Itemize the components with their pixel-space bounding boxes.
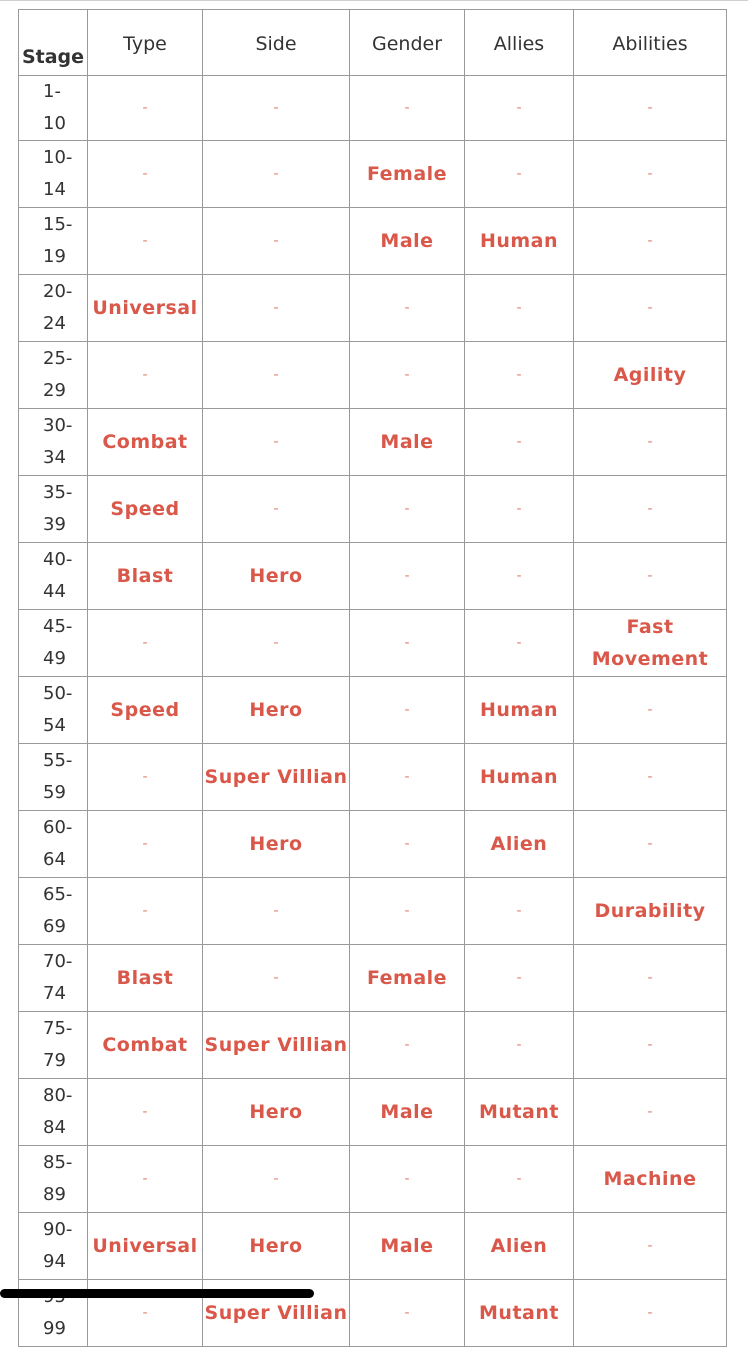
table-row	[19, 878, 727, 945]
side-cell: -	[203, 1146, 350, 1213]
allies-cell: -	[465, 476, 574, 543]
gender-cell: Male	[350, 1213, 465, 1280]
table-row	[19, 1213, 727, 1280]
gender-cell: Male	[350, 1079, 465, 1146]
table-row	[19, 208, 727, 275]
abilities-cell: -	[574, 1213, 727, 1280]
type-cell: Speed	[88, 677, 203, 744]
gender-cell: -	[350, 342, 465, 409]
allies-cell: -	[465, 275, 574, 342]
stage-cell: 40-44	[19, 543, 88, 610]
table-row	[19, 141, 727, 208]
type-cell: -	[88, 342, 203, 409]
gender-cell: -	[350, 677, 465, 744]
gender-cell: -	[350, 1012, 465, 1079]
table-row	[19, 1146, 727, 1213]
abilities-cell: -	[574, 76, 727, 141]
type-cell: Blast	[88, 945, 203, 1012]
gender-cell: -	[350, 1280, 465, 1347]
abilities-cell: -	[574, 1280, 727, 1347]
allies-cell: -	[465, 409, 574, 476]
abilities-cell: -	[574, 945, 727, 1012]
type-cell: -	[88, 1280, 203, 1347]
allies-cell: Alien	[465, 1213, 574, 1280]
side-cell: Hero	[203, 1213, 350, 1280]
gender-cell: -	[350, 610, 465, 677]
type-cell: Universal	[88, 1213, 203, 1280]
gender-cell: -	[350, 1146, 465, 1213]
allies-cell: -	[465, 878, 574, 945]
gender-cell: -	[350, 878, 465, 945]
type-cell: Universal	[88, 275, 203, 342]
type-cell: -	[88, 141, 203, 208]
abilities-cell: -	[574, 1079, 727, 1146]
side-cell: -	[203, 878, 350, 945]
table-row	[19, 610, 727, 677]
stage-cell: 10-14	[19, 141, 88, 208]
table-row	[19, 744, 727, 811]
home-indicator	[0, 1289, 314, 1298]
abilities-cell: -	[574, 409, 727, 476]
stage-cell: 35-39	[19, 476, 88, 543]
side-cell: Hero	[203, 677, 350, 744]
side-cell: -	[203, 208, 350, 275]
stage-cell: 20-24	[19, 275, 88, 342]
table-row	[19, 76, 727, 141]
type-cell: Combat	[88, 409, 203, 476]
gender-cell: Male	[350, 208, 465, 275]
allies-cell: Mutant	[465, 1280, 574, 1347]
stage-cell: 55-59	[19, 744, 88, 811]
type-cell: -	[88, 744, 203, 811]
side-cell: -	[203, 342, 350, 409]
stage-cell: 15-19	[19, 208, 88, 275]
table-row	[19, 1079, 727, 1146]
side-cell: Super Villian	[203, 744, 350, 811]
allies-cell: -	[465, 141, 574, 208]
stage-cell: 30-34	[19, 409, 88, 476]
stage-cell: 65-69	[19, 878, 88, 945]
abilities-cell: -	[574, 677, 727, 744]
allies-cell: Human	[465, 677, 574, 744]
table-row	[19, 342, 727, 409]
abilities-cell: Agility	[574, 342, 727, 409]
allies-cell: -	[465, 1146, 574, 1213]
abilities-cell: -	[574, 811, 727, 878]
stage-cell: 50-54	[19, 677, 88, 744]
side-cell: -	[203, 476, 350, 543]
gender-cell: Female	[350, 945, 465, 1012]
allies-cell: -	[465, 543, 574, 610]
allies-cell: Alien	[465, 811, 574, 878]
header-gender: Gender	[350, 10, 465, 76]
gender-cell: Male	[350, 409, 465, 476]
type-cell: Speed	[88, 476, 203, 543]
side-cell: -	[203, 141, 350, 208]
abilities-cell: -	[574, 275, 727, 342]
side-cell: -	[203, 76, 350, 141]
gender-cell: Female	[350, 141, 465, 208]
stage-cell: 99	[19, 1280, 88, 1347]
gender-cell: -	[350, 543, 465, 610]
side-cell: Hero	[203, 543, 350, 610]
stage-cell: 60-64	[19, 811, 88, 878]
abilities-cell: -	[574, 476, 727, 543]
table-row	[19, 945, 727, 1012]
stage-cell: 70-74	[19, 945, 88, 1012]
stage-cell: 45-49	[19, 610, 88, 677]
table-row	[19, 476, 727, 543]
side-cell: Super Villian	[203, 1280, 350, 1347]
abilities-cell: -	[574, 141, 727, 208]
allies-cell: Human	[465, 208, 574, 275]
header-side: Side	[203, 10, 350, 76]
stage-cell: 80-84	[19, 1079, 88, 1146]
stage-cell: 25-29	[19, 342, 88, 409]
type-cell: -	[88, 811, 203, 878]
side-cell: Super Villian	[203, 1012, 350, 1079]
side-cell: Hero	[203, 1079, 350, 1146]
allies-cell: -	[465, 342, 574, 409]
allies-cell: Human	[465, 744, 574, 811]
stage-cell: 1-10	[19, 76, 88, 141]
abilities-cell: -	[574, 1012, 727, 1079]
gender-cell: -	[350, 744, 465, 811]
side-cell: -	[203, 945, 350, 1012]
top-divider	[0, 0, 748, 1]
header-stage: Stage	[19, 10, 88, 76]
abilities-cell: -	[574, 744, 727, 811]
side-cell: Hero	[203, 811, 350, 878]
allies-cell: -	[465, 76, 574, 141]
type-cell: -	[88, 610, 203, 677]
gender-cell: -	[350, 811, 465, 878]
type-cell: Combat	[88, 1012, 203, 1079]
side-cell: -	[203, 610, 350, 677]
table-row	[19, 811, 727, 878]
gender-cell: -	[350, 476, 465, 543]
abilities-cell: -	[574, 543, 727, 610]
stage-cell: 85-89	[19, 1146, 88, 1213]
type-cell: -	[88, 878, 203, 945]
stage-cell: 90-94	[19, 1213, 88, 1280]
table-row	[19, 275, 727, 342]
allies-cell: -	[465, 610, 574, 677]
side-cell: -	[203, 409, 350, 476]
abilities-cell: -	[574, 208, 727, 275]
allies-cell: Mutant	[465, 1079, 574, 1146]
type-cell: -	[88, 208, 203, 275]
header-allies: Allies	[465, 10, 574, 76]
allies-cell: -	[465, 945, 574, 1012]
table-row	[19, 409, 727, 476]
type-cell: Blast	[88, 543, 203, 610]
table-row	[19, 677, 727, 744]
abilities-cell: Durability	[574, 878, 727, 945]
table-row	[19, 1012, 727, 1079]
allies-cell: -	[465, 1012, 574, 1079]
table-header-row	[19, 10, 727, 76]
header-abilities: Abilities	[574, 10, 727, 76]
gender-cell: -	[350, 76, 465, 141]
table-row	[19, 543, 727, 610]
type-cell: -	[88, 1079, 203, 1146]
abilities-cell: Fast Movement	[574, 610, 727, 677]
abilities-cell: Machine	[574, 1146, 727, 1213]
type-cell: -	[88, 76, 203, 141]
gender-cell: -	[350, 275, 465, 342]
header-type: Type	[88, 10, 203, 76]
stage-requirements-table	[18, 9, 727, 1347]
type-cell: -	[88, 1146, 203, 1213]
table-body	[19, 76, 727, 1347]
side-cell: -	[203, 275, 350, 342]
stage-cell: 75-79	[19, 1012, 88, 1079]
